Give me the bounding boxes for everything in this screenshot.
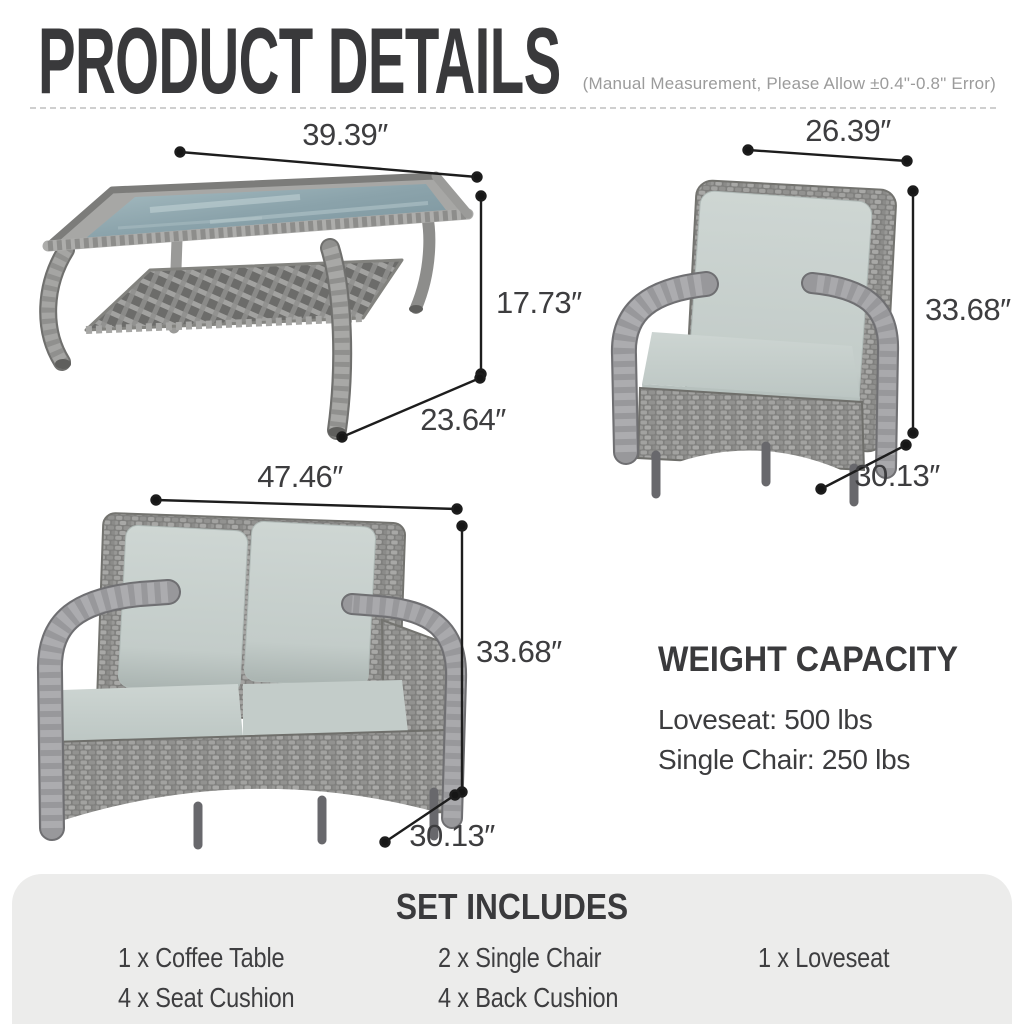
single-chair-width-label: 26.39″ [805, 113, 891, 148]
coffee-table-depth-label: 23.64″ [420, 402, 506, 437]
page-title: PRODUCT DETAILS [38, 8, 561, 113]
set-includes-item-coffee-table: 1 x Coffee Table [118, 942, 285, 973]
single-chair-height-label: 33.68″ [925, 292, 1011, 327]
single-chair-depth-label: 30.13″ [854, 458, 940, 493]
measurement-note: (Manual Measurement, Please Allow ±0.4"-0.8" Error) [582, 74, 996, 93]
set-includes-item-back-cushion: 4 x Back Cushion [438, 982, 619, 1013]
coffee-table-image [48, 176, 468, 437]
loveseat-width-label: 47.46″ [257, 459, 343, 494]
set-includes-item-seat-cushion: 4 x Seat Cushion [118, 982, 295, 1013]
set-includes-title: SET INCLUDES [395, 886, 629, 927]
coffee-table-width-label: 39.39″ [302, 117, 388, 152]
weight-capacity-title: WEIGHT CAPACITY [658, 640, 958, 679]
loveseat-depth-label: 30.13″ [409, 818, 495, 853]
weight-capacity-loveseat: Loveseat: 500 lbs [658, 704, 873, 735]
weight-capacity-single-chair: Single Chair: 250 lbs [658, 744, 911, 775]
single-chair-image [624, 180, 897, 502]
loveseat-height-label: 33.68″ [476, 634, 562, 669]
single-chair-height-dimension-line [909, 187, 918, 438]
coffee-table-height-dimension-line [477, 192, 486, 379]
set-includes-box [12, 874, 1012, 1024]
loveseat-width-dimension-line [152, 496, 462, 514]
loveseat-image [50, 513, 458, 845]
set-includes-item-loveseat: 1 x Loveseat [758, 942, 890, 973]
weight-capacity-section [658, 640, 984, 780]
set-includes-item-single-chair: 2 x Single Chair [438, 942, 602, 973]
coffee-table-height-label: 17.73″ [496, 285, 582, 320]
